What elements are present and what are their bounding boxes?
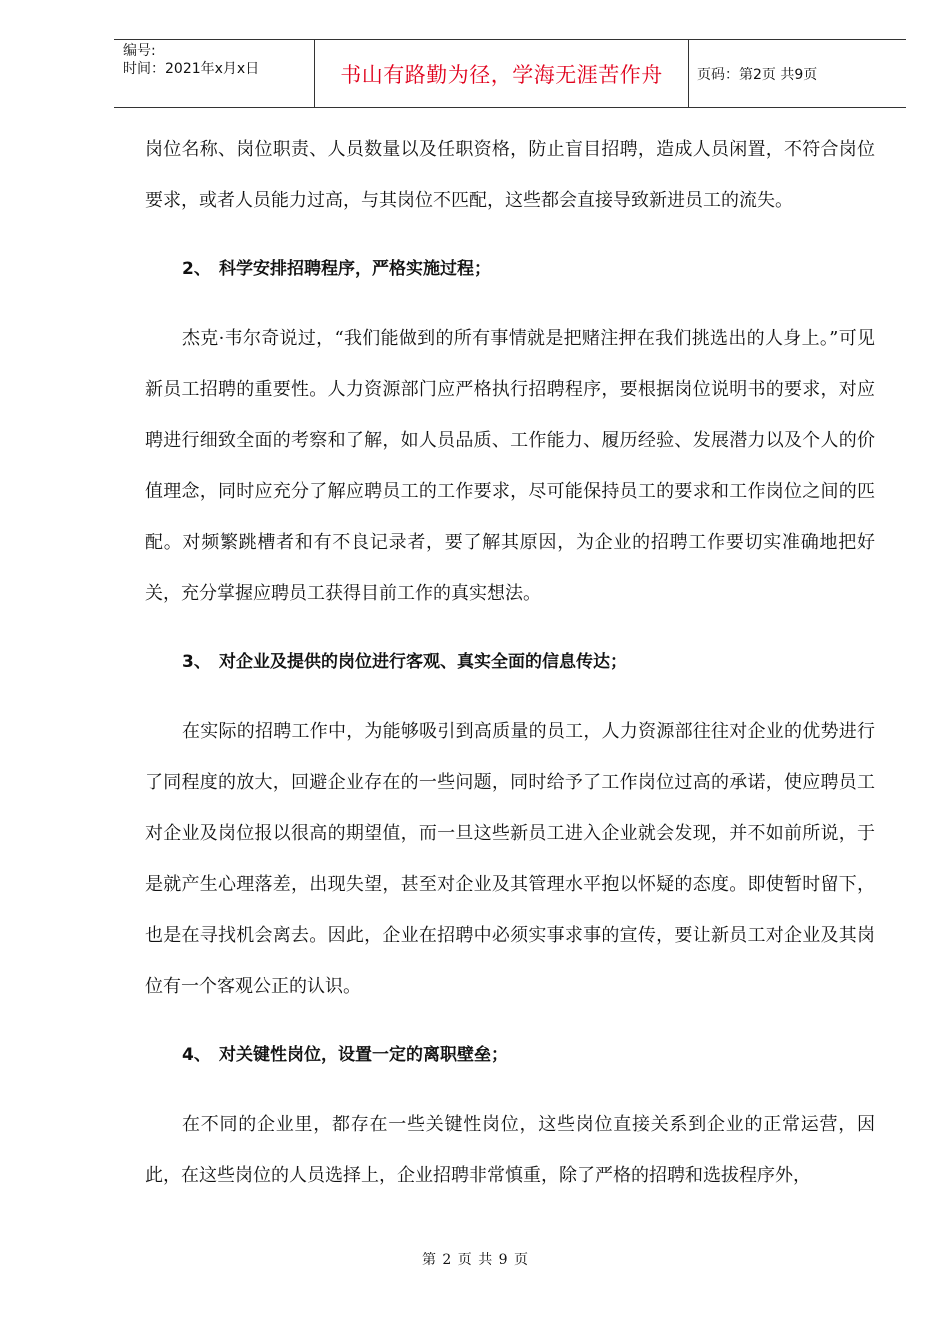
document-body (145, 124, 875, 1201)
heading-number: 4、 (182, 1045, 211, 1065)
header-page-cell (689, 40, 906, 107)
header-meta-cell (114, 40, 315, 107)
page-header (114, 39, 906, 108)
heading-text: 对企业及提供的岗位进行客观、真实全面的信息传达； (219, 652, 627, 672)
heading-number: 3、 (182, 652, 211, 672)
header-page-info: 页码：第2页 共9页 (697, 66, 818, 83)
section-heading-3 (182, 637, 875, 688)
section-heading-2 (182, 244, 875, 295)
serial-label: 编号: (123, 43, 156, 59)
paragraph-4: 在不同的企业里，都存在一些关键性岗位，这些岗位直接关系到企业的正常运营，因此，在这些岗位的人员选择上，企业招聘非常慎重，除了严格的招聘和选拔程序外， (145, 1114, 875, 1186)
section-heading-4 (182, 1030, 875, 1081)
heading-number: 2、 (182, 259, 211, 279)
paragraph-3: 在实际的招聘工作中，为能够吸引到高质量的员工，人力资源部往往对企业的优势进行了同程度的放大，回避企业存在的一些问题，同时给予了工作岗位过高的承诺，使应聘员工对企业及岗位报以很高的期望值，而一旦这些新员工进入企业就会发现，并不如前所说，于是就产生心理落差，出现失望，甚至对企业及其管理水平抱以怀疑的态度。即使暂时留下，也是在寻找机会离去。因此，企业在招聘中必须实事求事的宣传，要让新员工对企业及其岗位有一个客观公正的认识。 (145, 721, 875, 997)
heading-text: 对关键性岗位，设置一定的离职壁垒； (219, 1045, 508, 1065)
paragraph-1: 岗位名称、岗位职责、人员数量以及任职资格，防止盲目招聘，造成人员闲置，不符合岗位要求，或者人员能力过高，与其岗位不匹配，这些都会直接导致新进员工的流失。 (145, 139, 875, 211)
header-motto-cell (315, 40, 689, 107)
heading-text: 科学安排招聘程序，严格实施过程； (219, 259, 491, 279)
paragraph-2: 杰克·韦尔奇说过，“我们能做到的所有事情就是把赌注押在我们挑选出的人身上。”可见新员工招聘的重要性。人力资源部门应严格执行招聘程序，要根据岗位说明书的要求，对应聘进行细致全面的考察和了解，如人员品质、工作能力、履历经验、发展潜力以及个人的价值理念，同时应充分了解应聘员工的工作要求，尽可能保持员工的要求和工作岗位之间的匹配。对频繁跳槽者和有不良记录者，要了解其原因，为企业的招聘工作要切实准确地把好关，充分掌握应聘员工获得目前工作的真实想法。 (145, 328, 875, 604)
motto-text: 书山有路勤为径，学海无涯苦作舟 (340, 62, 663, 87)
page-footer: 第 2 页 共 9 页 (421, 1252, 529, 1268)
time-label: 时间：2021年x月x日 (123, 61, 260, 77)
